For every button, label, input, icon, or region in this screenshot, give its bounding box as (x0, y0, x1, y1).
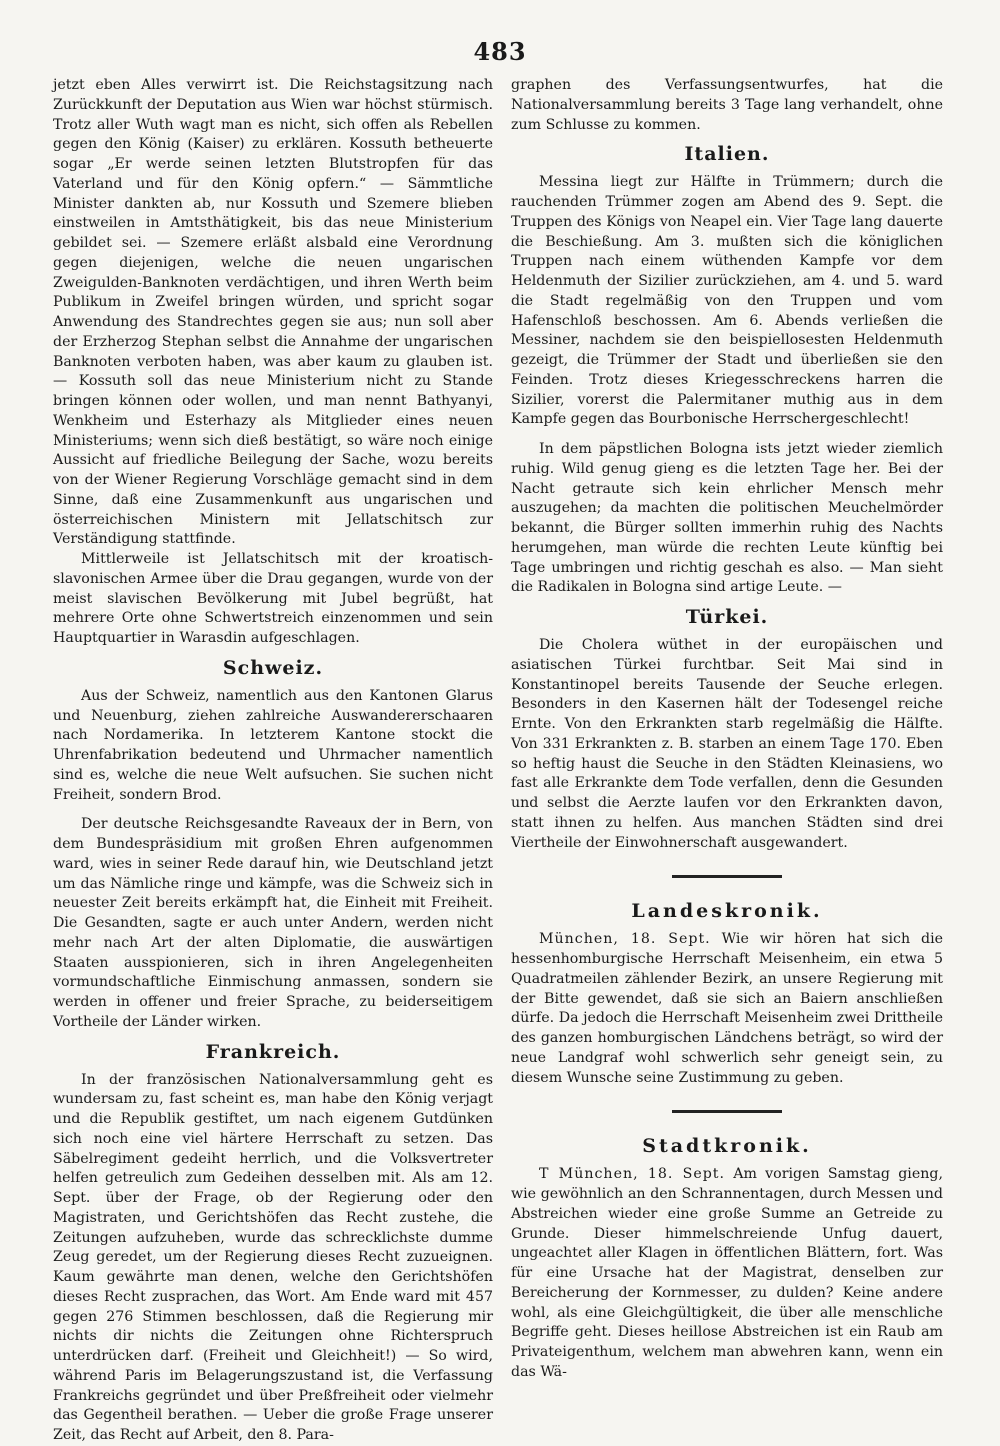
paragraph-text: Wie wir hören hat sich die hessenhomburgische Herrschaft Meisenheim, ein etwa 5 Quadratmeilen zählender Bezirk, an unsere Regierung mit der Bitte gewendet, daß sie sich an Baiern anschließen dürfe. Da jedoch die Herrschaft Meisenheim zwei Drittheile des ganzen homburgischen Ländchens beträgt, so wird der neue Landgraf wohl schwerlich sehr geneigt sein, zu diesem Wunsche seine Zustimmung zu geben. (511, 931, 944, 1086)
right-column (511, 76, 943, 1383)
paragraph-text: Am vorigen Samstag gieng, wie gewöhnlich an den Schrannentagen, durch Messen und Abstreichen wieder eine große Summe an Getreide zu Grunde. Dieser himmelschreiende Unfug dauert, ungeachtet aller Klagen in öffentlichen Blättern, fort. Was für eine Ursache hat der Magistrat, denselben zur Bereicherung der Kornmesser, zu dulden? Keine andere wohl, als eine Gleichgültigkeit, die über alle menschliche Begriffe geht. Dieses heillose Abstreichen ist ein Raub am Privateigenthum, welchem man abwehren kann, wenn ein das Wä- (511, 1166, 943, 1380)
heading-stadtkronik: Stadtkronik. (642, 1135, 812, 1158)
paragraph-schweiz-1: Aus der Schweiz, namentlich aus den Kantonen Glarus und Neuenburg, ziehen zahlreiche Auswandererschaaren nach Nordamerika. In letzterem Kantone stockt die Uhrenfabrikation bedeutend und Uhrmacher namentlich sind es, welche die neue Welt aufsuchen. Sie suchen nicht Freiheit, sondern Brod. (53, 687, 493, 803)
heading-tuerkei: Türkei. (685, 606, 769, 628)
left-column (53, 76, 493, 1446)
heading-landeskronik: Landeskronik. (631, 900, 823, 923)
paragraph-landeskronik-1 (511, 930, 943, 1088)
paragraph-italien-2: In dem päpstlichen Bologna ists jetzt wieder ziemlich ruhig. Wild genug gieng es die letzten Tage her. Bei der Nacht getraute sich kein ehrlicher Mensch mehr auszugehen; da machten die politischen Meuchelmörder bekannt, die Bürger sollten immerhin ruhig des Nachts herumgehen, man würde die rechten Leute künftig bei Tage umbringen und richtig geschah es also. — Man sieht die Radikalen in Bologna sind artige Leute. — (511, 441, 943, 596)
section-divider (672, 1110, 782, 1113)
paragraph-italien-1: Messina liegt zur Hälfte in Trümmern; durch die rauchenden Trümmer zogen am Abend des 9. Sept. die Truppen des Königs von Neapel ein. Vier Tage lang dauerte die Beschießung. Am 3. mußten sich die königlichen Truppen nach einem wüthenden Kampfe vor dem Heldenmuth der Sizilier zurückziehen, am 4. und 5. ward die Stadt regelmäßig von den Truppen und vom Hafenschloß beschossen. Am 6. Abends verließen die Messiner, nachdem sie den beispiellosesten Heldenmuth gezeigt, die Trümmer der Stadt und überließen sie den Feinden. Trotz dieses Kriegesschreckens harren die Sizilier, vorerst die Palermitaner muthig aus in dem Kampfe gegen das Bourbonische Herrschergeschlecht! (511, 174, 943, 428)
heading-frankreich: Frankreich. (205, 1040, 341, 1063)
paragraph-continuation: graphen des Verfassungsentwurfes, hat die Nationalversammlung bereits 3 Tage lang verhandelt, ohne zum Schlusse zu kommen. (511, 77, 943, 133)
paragraph-intro-2: Mittlerweile ist Jellatschitsch mit der kroatisch-slavonischen Armee über die Drau gegangen, wurde von der meist slavischen Bevölkerung mit Jubel begrüßt, hat mehrere Orte ohne Schwertstreich einzenommen und sein Hauptquartier in Warasdin aufgeschlagen. (53, 551, 493, 646)
paragraph-frankreich-1: In der französischen Nationalversammlung geht es wundersam zu, fast scheint es, man habe den König verjagt und die Republik gestiftet, um nach eigenem Gutdünken sich noch eine viel härtere Herrschaft zu setzen. Das Säbelregiment gedeiht herrlich, und die Volksvertreter helfen getreulich zum Gedeihen desselben mit. Als am 12. Sept. über der Frage, ob der Regierung oder den Magistraten, und Gerichtshöfen das Recht zustehe, die Zeitungen aufzuheben, wurde das schrecklichste dumme Zeug geredet, um der Regierung dieses Recht zuzueignen. Kaum gewährte man denen, welche den Gerichtshöfen dieses Recht zusprachen, das Wort. Am Ende ward mit 457 gegen 276 Stimmen beschlossen, daß die Regierung mir nichts dir nichts die Zeitungen ohne Richterspruch unterdrücken darf. (Freiheit und Gleichheit!) — So wird, während Paris im Belagerungszustand ist, die Verfassung Frankreichs gegründet und über Preßfreiheit oder vielmehr das Gegentheil berathen. — Ueber die große Frage unserer Zeit, das Recht auf Arbeit, den 8. Para- (53, 1071, 493, 1443)
heading-schweiz: Schweiz. (222, 656, 324, 679)
paragraph-schweiz-2: Der deutsche Reichsgesandte Raveaux der in Bern, von dem Bundespräsidium mit großen Ehren aufgenommen ward, wies in seiner Rede darauf hin, wie Deutschland jetzt um das Nämliche ringe und kämpfe, was die Schweiz sich in neuester Zeit bereits erkämpft hat, die Einheit mit Freiheit. Die Gesandten, sagte er auch unter Andern, werden nicht mehr nach Art der alten Diplomatie, die auswärtigen Staaten ausspionieren, sich in ihren Angelegenheiten vormundschaftliche Einmischung anmassen, sondern sie werden in offener und freier Sprache, zu beiderseitigem Vortheile der Länder wirken. (53, 816, 493, 1030)
section-divider (672, 875, 782, 878)
dateline: T München, 18. Sept. (539, 1166, 726, 1183)
paragraph-tuerkei-1: Die Cholera wüthet in der europäischen und asiatischen Türkei furchtbar. Seit Mai sind in Konstantinopel bereits Tausende der Seuche erlegen. Besonders in den Kasernen hält der Todesengel reiche Ernte. Von den Erkrankten starb regelmäßig die Hälfte. Von 331 Erkrankten z. B. starben an einem Tage 170. Eben so heftig haust die Seuche in den Städten Kleinasiens, wo fast alle Erkrankte dem Tode verfallen, denn die Gesunden und selbst die Aerzte laufen vor den Erkrankten davon, statt ihnen zu helfen. Aus manchen Städten sind drei Viertheile der Einwohnerschaft ausgewandert. (511, 637, 943, 851)
page-number: 483 (473, 37, 527, 66)
paragraph-intro-1: jetzt eben Alles verwirrt ist. Die Reichstagsitzung nach Zurückkunft der Deputation aus Wien war höchst stürmisch. Trotz aller Wuth wagt man es nicht, sich offen als Rebellen gegen den König (Kaiser) zu erklären. Kossuth betheuerte sogar „Er werde seinen letzten Blutstropfen für das Vaterland und für den König opfern.“ — Sämmtliche Minister dankten ab, nur Kossuth und Szemere blieben einstweilen in Amtsthätigkeit, bis das neue Ministerium gebildet sei. — Szemere erläßt alsbald eine Verordnung gegen diejenigen, welche die neuen ungarischen Zweigulden-Banknoten verdächtigen, und ihren Werth beim Publikum in Zweifel bringen würden, und spricht sogar Anwendung des Standrechtes gegen sie aus; nun soll aber der Erzherzog Stephan selbst die Annahme der ungarischen Banknoten verboten haben, was aber kaum zu glauben ist. — Kossuth soll das neue Ministerium nicht zu Stande bringen können oder wollen, und man nennt Bathyanyi, Wenkheim und Esterhazy als Mitglieder eines neuen Ministeriums; wenn sich dieß bestätigt, so wäre noch einige Aussicht auf friedliche Beilegung der Sache, wozu bereits von der Wiener Regierung Vorschläge gemacht sind in dem Sinne, daß eine Zusammenkunft aus ungarischen und österreichischen Ministern mit Jellatschitsch zur Verständigung stattfinde. (53, 77, 493, 548)
heading-italien: Italien. (684, 143, 770, 166)
paragraph-stadtkronik-1 (511, 1165, 943, 1382)
dateline: München, 18. Sept. (539, 931, 711, 948)
